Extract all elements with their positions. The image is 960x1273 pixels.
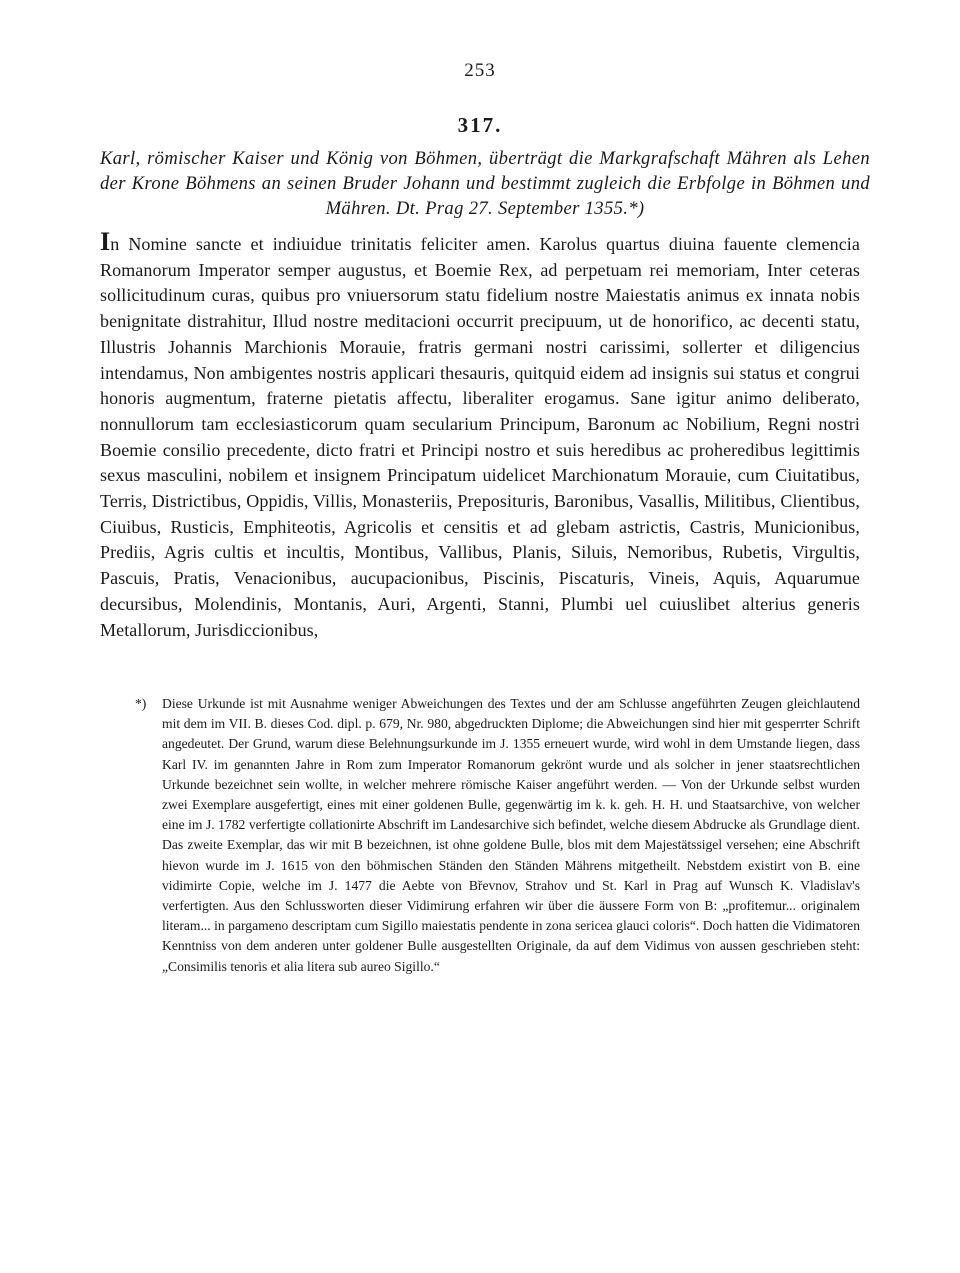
drop-initial: I <box>100 227 111 256</box>
document-number: 317. <box>457 113 503 137</box>
page-number: 253 <box>464 60 496 81</box>
footnote-text: Diese Urkunde ist mit Ausnahme weniger Abweichungen des Textes und der am Schlusse angeführten Zeugen gleichlautend mit dem im VII. B. dieses Cod. dipl. p. 679, Nr. 980, abgedruckten Diplome; die Abweichungen sind hier mit gesperrter Schrift angedeutet. Der Grund, warum diese Belehnungsurkunde im J. 1355 erneuert wurde, wird wohl in dem Umstande liegen, dass Karl IV. im genannten Jahre in Rom zum Imperator Romanorum gekrönt wurde und als solcher in jener staatsrechtlichen Urkunde bezeichnet sein wollte, in welcher mehrere römische Kaiser angeführt werden. — Von der Urkunde selbst wurden zwei Exemplare ausgefertigt, eines mit einer goldenen Bulle, gegenwärtig im k. k. geh. H. H. und Staatsarchive, von welcher eine im J. 1782 verfertigte collationirte Abschrift im Landesarchive sich befindet, welche diesem Abdrucke als Grundlage dient. Das zweite Exemplar, das wir mit B bezeichnen, ist ohne goldene Bulle, blos mit dem Majestätssigel versehen; eine Abschrift hievon wurde im J. 1615 von den böhmischen Ständen den Ständen Mährens mitgetheilt. Nebstdem existirt von B. eine vidimirte Copie, welche im J. 1477 die Aebte von Břevnov, Strahov und St. Karl in Prag auf Wunsch K. Vladislav's verfertigten. Aus den Schlussworten dieser Vidimirung erfahren wir über die äussere Form von B: „profitemur... originalem literam... in pargameno descriptam cum Sigillo maiestatis pendente in zona sericea glauci coloris“. Doch hatten die Vidimatoren Kenntniss von dem anderen unter goldener Bulle ausgestellten Originale, da auf dem Vidimus von aussen geschrieben steht: „Consimilis tenoris et alia litera sub aureo Sigillo.“ <box>162 696 860 974</box>
footnote <box>135 694 860 977</box>
footnote-marker: *) <box>135 696 147 711</box>
document-regest: Karl, römischer Kaiser und König von Böhmen, überträgt die Markgrafschaft Mähren als Lehen der Krone Böhmens an seinen Bruder Johann und bestimmt zugleich die Erbfolge in Böhmen und Mähren. Dt. Prag 27. September 1355.*) <box>100 148 870 219</box>
charter-body: n Nomine sancte et indiuidue trinitatis feliciter amen. Karolus quartus diuina fauente clemencia Romanorum Imperator semper augustus, et Boemie Rex, ad perpetuam rei memoriam, Inter ceteras sollicitudinum curas, quibus pro vniuersorum statu fidelium nostre Maiestatis animus ex innata nobis benignitate distrahitur, Illud nostre meditacioni occurrit precipuum, ut de honorifico, ac decenti statu, Illustris Johannis Marchionis Morauie, fratris germani nostri carissimi, sollerter et diligencius intendamus, Non ambigentes nostris applicari thesauris, quitquid eidem ad insignis sui status et congrui honoris augmentum, fraterne pietatis affectu, liberaliter erogamus. Sane igitur animo deliberato, nonnullorum tam ecclesiasticorum quam secularium Principum, Baronum ac Nobilium, Regni nostri Boemie consilio precedente, dicto fratri et Principi nostro et suis heredibus ac proheredibus legittimis sexus masculini, nobilem et insignem Principatum uidelicet Marchionatum Morauie, cum Ciuitatibus, Terris, Districtibus, Oppidis, Villis, Monasteriis, Preposituris, Baronibus, Vasallis, Militibus, Clientibus, Ciuibus, Rusticis, Emphiteotis, Agricolis et censitis et ad glebam astrictis, Castris, Municionibus, Prediis, Agris cultis et incultis, Montibus, Vallibus, Planis, Siluis, Nemoribus, Rubetis, Virgultis, Pascuis, Pratis, Venacionibus, aucupacionibus, Piscinis, Piscaturis, Vineis, Aquis, Aquarumue decursibus, Molendinis, Montanis, Auri, Argenti, Stanni, Plumbi uel cuiuslibet alterius generis Metallorum, Jurisdiccionibus, <box>100 234 860 640</box>
charter-text <box>100 227 860 643</box>
